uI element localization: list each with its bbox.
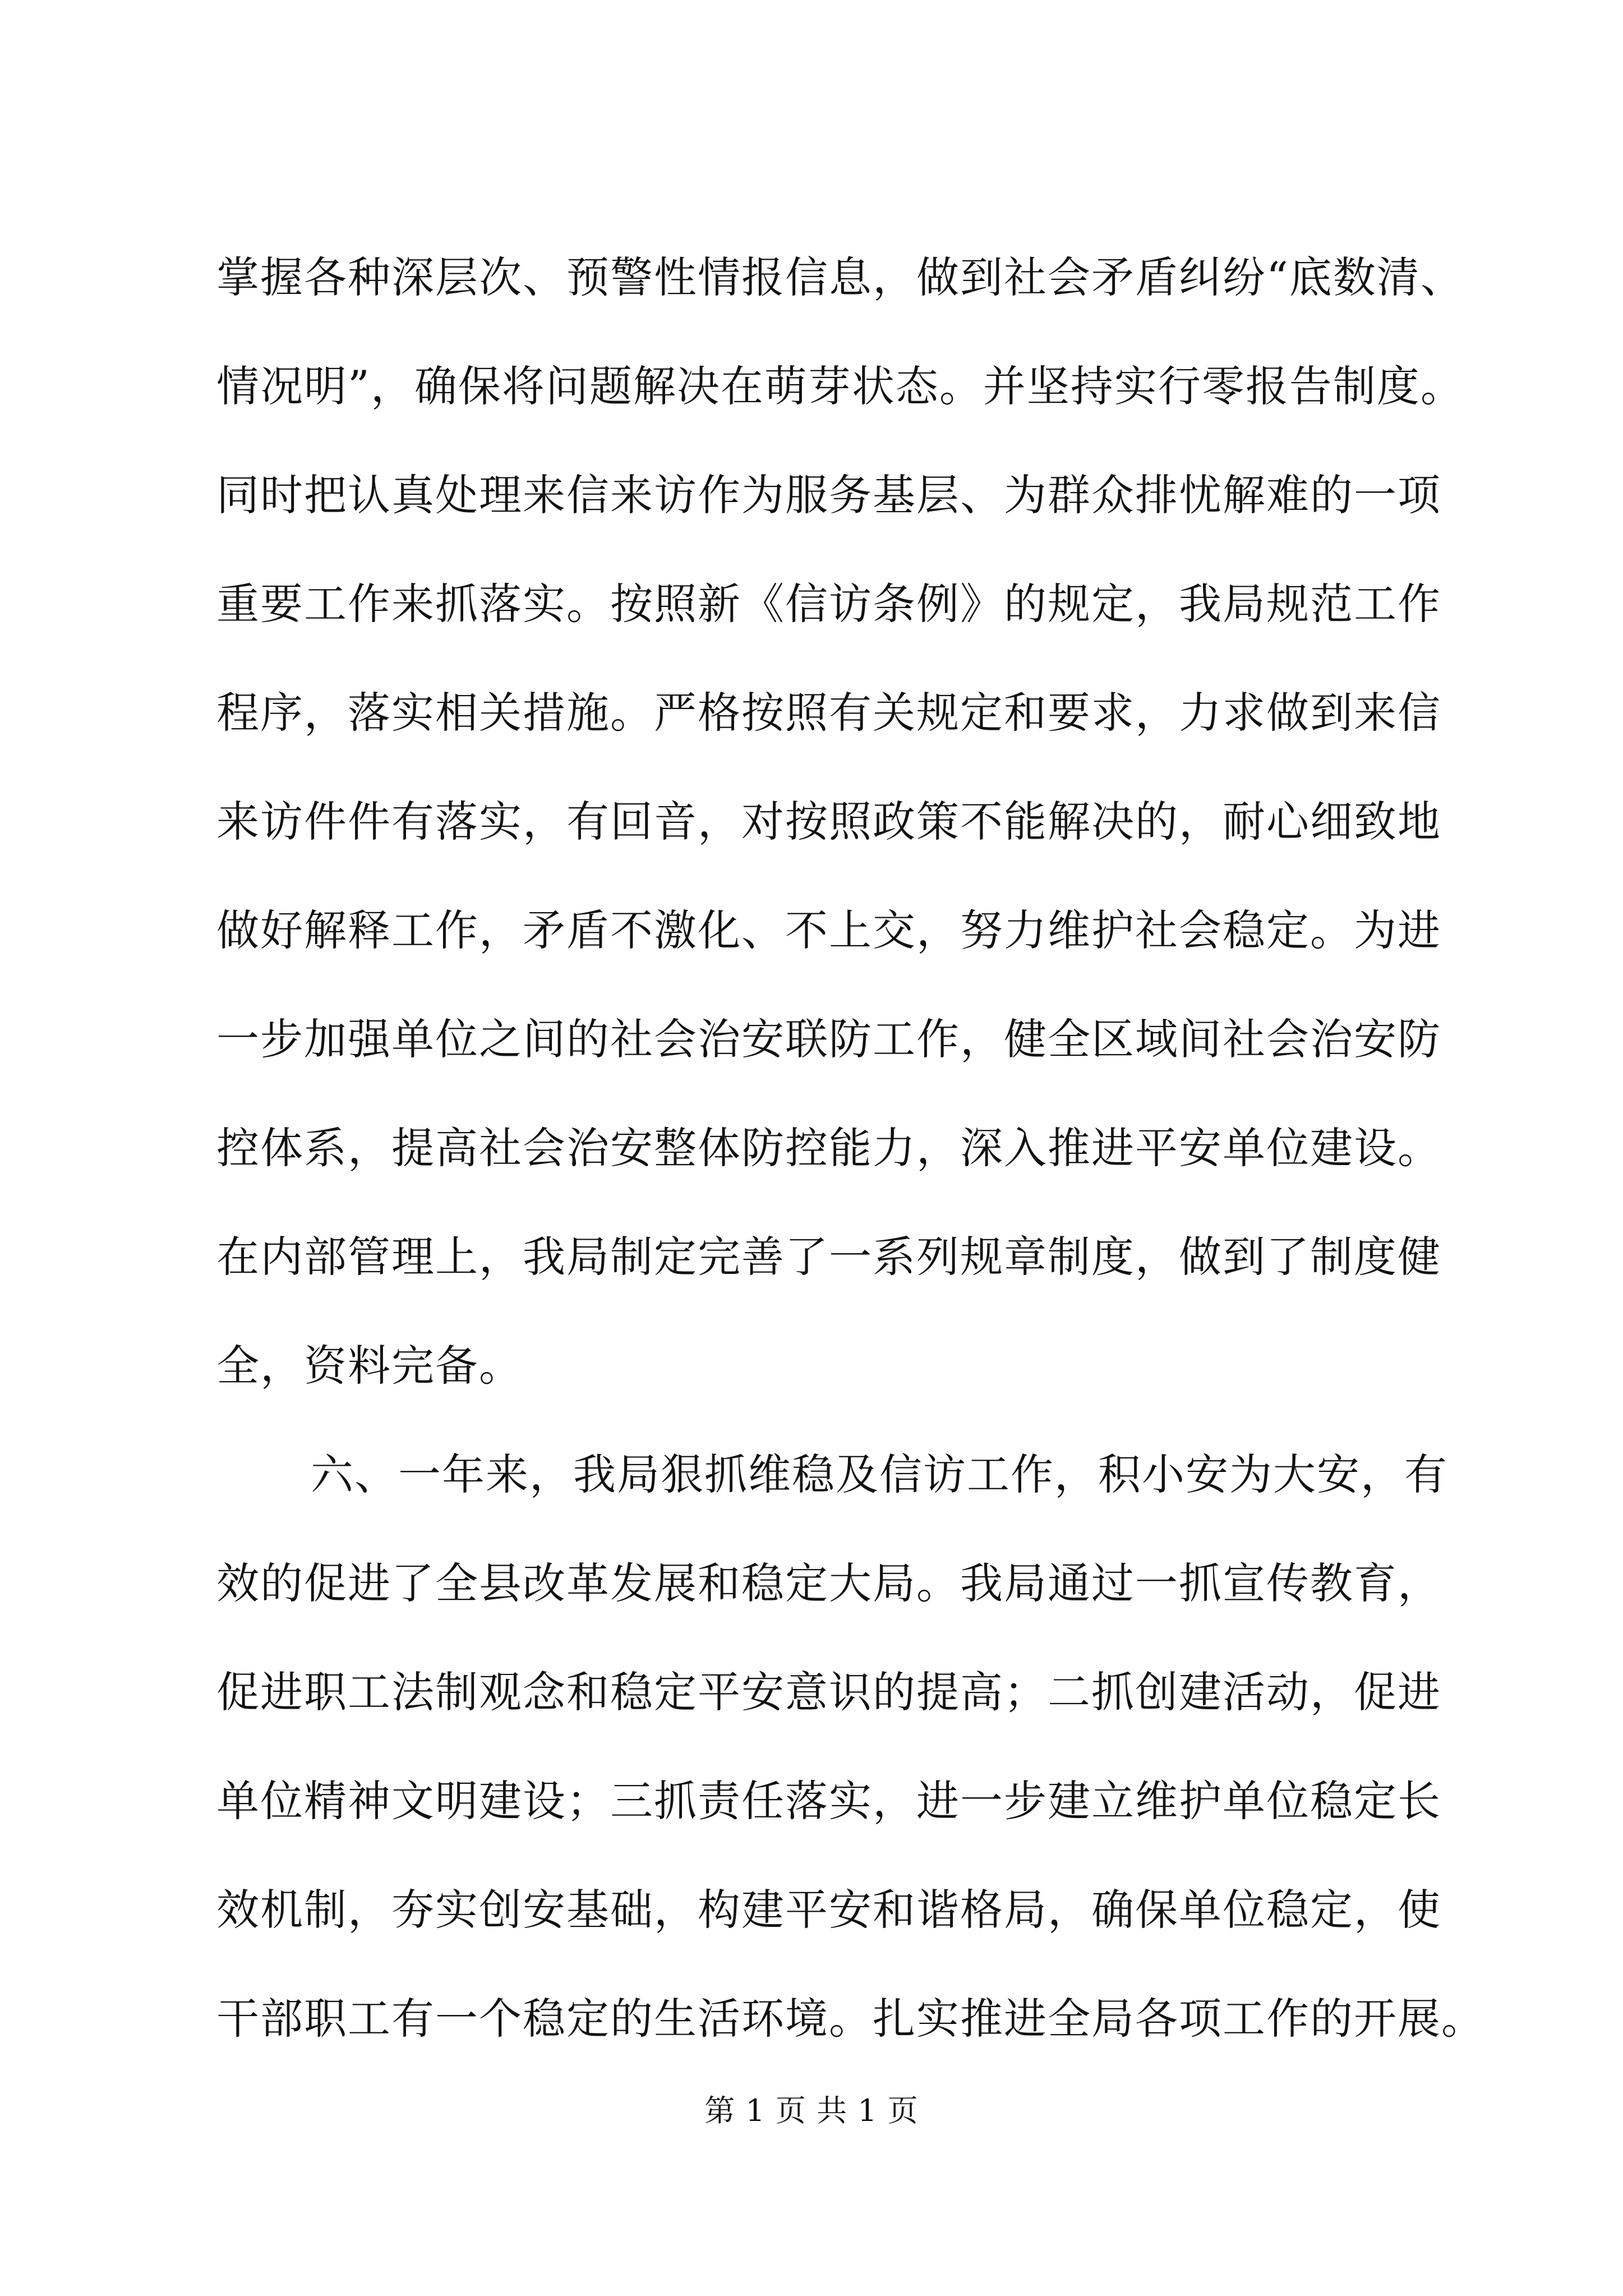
paragraph-2-line-6: 干部职工有一个稳定的生活环境。扎实推进全局各项工作的开展。 bbox=[216, 1994, 1485, 2044]
paragraph-1-line-4: 重要工作来抓落实。按照新《信访条例》的规定，我局规范工作 bbox=[216, 579, 1441, 629]
paragraph-2-line-1: 六、一年来，我局狠抓维稳及信访工作，积小安为大安，有 bbox=[311, 1450, 1448, 1499]
page-number-footer: 第 1 页 共 1 页 bbox=[704, 2093, 919, 2128]
paragraph-2-line-4: 单位精神文明建设；三抓责任落实，进一步建立维护单位稳定长 bbox=[216, 1776, 1441, 1826]
paragraph-1-line-5: 程序，落实相关措施。严格按照有关规定和要求，力求做到来信 bbox=[216, 688, 1441, 738]
paragraph-1-line-9: 控体系，提高社会治安整体防控能力，深入推进平安单位建设。 bbox=[216, 1123, 1441, 1173]
paragraph-2-line-2: 效的促进了全县改革发展和稳定大局。我局通过一抓宣传教育， bbox=[216, 1558, 1441, 1608]
paragraph-1-line-1: 掌握各种深层次、预警性情报信息，做到社会矛盾纠纷“底数清、 bbox=[216, 252, 1464, 302]
paragraph-1-line-10: 在内部管理上，我局制定完善了一系列规章制度，做到了制度健 bbox=[216, 1232, 1441, 1282]
paragraph-2-line-5: 效机制，夯实创安基础，构建平安和谐格局，确保单位稳定，使 bbox=[216, 1885, 1441, 1935]
paragraph-1-line-7: 做好解释工作，矛盾不激化、不上交，努力维护社会稳定。为进 bbox=[216, 905, 1441, 955]
document-body bbox=[216, 223, 1485, 2073]
paragraph-1-line-2: 情况明”，确保将问题解决在萌芽状态。并坚持实行零报告制度。 bbox=[216, 361, 1464, 411]
paragraph-2-line-3: 促进职工法制观念和稳定平安意识的提高；二抓创建活动，促进 bbox=[216, 1667, 1441, 1717]
paragraph-1-line-6: 来访件件有落实，有回音，对按照政策不能解决的，耐心细致地 bbox=[216, 797, 1441, 846]
paragraph-1-line-8: 一步加强单位之间的社会治安联防工作，健全区域间社会治安防 bbox=[216, 1014, 1441, 1064]
paragraph-1-line-11: 全，资料完备。 bbox=[216, 1341, 523, 1391]
paragraph-1-line-3: 同时把认真处理来信来访作为服务基层、为群众排忧解难的一项 bbox=[216, 470, 1441, 520]
